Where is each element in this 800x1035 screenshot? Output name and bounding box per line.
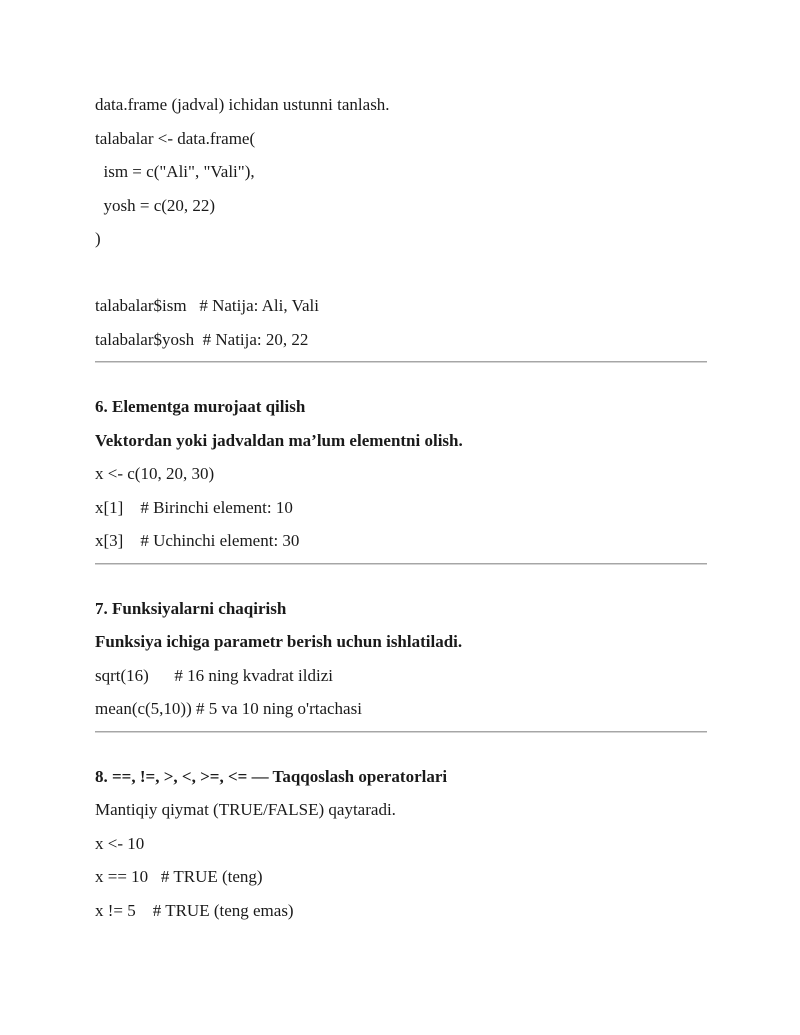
section-7: [95, 592, 707, 726]
code-line: talabalar <- data.frame(: [95, 128, 256, 148]
section-8-heading: 8. ==, !=, >, <, >=, <= — Taqqoslash operatorlari: [95, 766, 448, 786]
code-line: yosh = c(20, 22): [95, 195, 216, 215]
horizontal-divider: [95, 361, 707, 363]
section-8-description: Mantiqiy qiymat (TRUE/FALSE) qaytaradi.: [95, 800, 396, 819]
code-line: x[1] # Birinchi element: 10: [95, 497, 293, 517]
code-line: sqrt(16) # 16 ning kvadrat ildizi: [95, 665, 333, 685]
code-line: ism = c("Ali", "Vali"),: [95, 162, 255, 181]
code-line: ): [95, 229, 101, 248]
code-line: x <- c(10, 20, 30): [95, 464, 215, 483]
code-line: talabalar$yosh # Natija: 20, 22: [95, 329, 309, 349]
section-8: [95, 760, 707, 928]
section-6-subheading: Vektordan yoki jadvaldan ma’lum elementni olish.: [95, 430, 463, 450]
code-line: talabalar$ism # Natija: Ali, Vali: [95, 296, 319, 315]
code-line: x != 5 # TRUE (teng emas): [95, 900, 294, 920]
section-6-heading: 6. Elementga murojaat qilish: [95, 397, 306, 416]
blank-line: [95, 256, 707, 290]
section-5: [95, 88, 707, 356]
section-6: [95, 390, 707, 558]
horizontal-divider: [95, 563, 707, 565]
code-line: x[3] # Uchinchi element: 30: [95, 531, 300, 550]
horizontal-divider: [95, 731, 707, 733]
section-7-heading: 7. Funksiyalarni chaqirish: [95, 598, 287, 618]
section-5-description: data.frame (jadval) ichidan ustunni tanlash.: [95, 95, 390, 114]
code-line: x <- 10: [95, 833, 145, 853]
code-line: mean(c(5,10)) # 5 va 10 ning o'rtachasi: [95, 699, 362, 718]
document-page: [95, 88, 707, 927]
code-line: x == 10 # TRUE (teng): [95, 867, 263, 886]
section-7-subheading: Funksiya ichiga parametr berish uchun ishlatiladi.: [95, 632, 463, 651]
